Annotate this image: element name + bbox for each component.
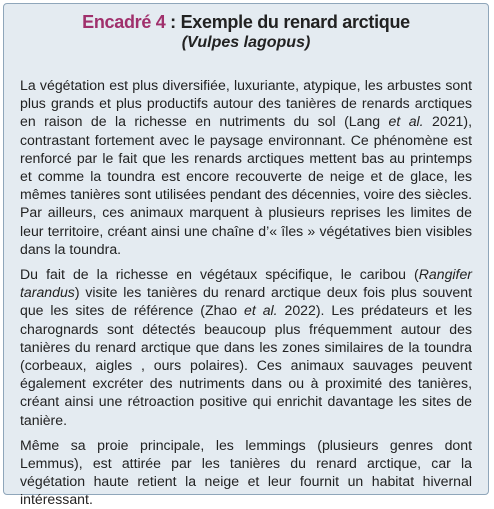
encadre-box <box>3 3 489 508</box>
encadre-subtitle <box>20 33 472 53</box>
paragraph-caribou-part3: 2022). Les prédateurs et les charognards sont détectés beaucoup plus fréquemment autour des tanières du renard arctique que dans les zones similaires de la toundra (corbeaux, aigles , ours polaires). Ces animaux sauvages peuvent également excréter des nutriments dans ou à proximité des tanières, créant ainsi une rétroaction positive qui enrichit davantage les sites de tanière. <box>20 302 472 428</box>
subtitle-open-paren: ( <box>181 34 188 51</box>
subtitle-close-paren: ) <box>304 34 311 51</box>
paragraph-caribou <box>20 265 472 429</box>
paragraph-caribou-part2: ) visite les tanières du renard arctique deux fois plus souvent que les sites de référence (Zhao <box>20 284 472 319</box>
species-name-rangifer: Rangifer tarandus <box>20 266 472 301</box>
citation-et-al: et al. <box>388 113 424 130</box>
paragraph-lemmings: Même sa proie principale, les lemmings (plusieurs genres dont Lemmus), est attirée par les tanières du renard arctique, car la végétation haute retient la neige et leur fournit un habitat hivernal intéressant. <box>20 436 472 508</box>
paragraph-caribou-part1: Du fait de la richesse en végétaux spécifique, le caribou ( <box>20 266 419 283</box>
encadre-title <box>20 11 472 33</box>
citation-et-al: et al. <box>244 302 278 319</box>
encadre-title-text: Exemple du renard arctique <box>180 12 410 32</box>
encadre-separator: : <box>165 12 181 32</box>
species-name-vulpes: Vulpes lagopus <box>187 34 305 51</box>
paragraph-vegetation <box>20 76 472 258</box>
paragraph-vegetation-part2: 2021), contrastant fortement avec le paysage environnant. Ce phénomène est renforcé par le fait que les renards arctiques mettent bas au printemps et comme la toundra est encore recouverte de neige et de glace, les mêmes tanières sont utilisées pendant des décennies, voire des siècles. Par ailleurs, ces animaux marquent à plusieurs reprises les limites de leur territoire, créant ainsi une chaîne d’« îles » végétatives bien visibles dans la toundra. <box>20 113 472 257</box>
paragraph-vegetation-part1: La végétation est plus diversifiée, luxuriante, atypique, les arbustes sont plus grands et plus productifs autour des tanières de renards arctiques en raison de la richesse en nutriments du sol (Lang <box>20 77 472 130</box>
encadre-label: Encadré 4 <box>82 12 166 32</box>
